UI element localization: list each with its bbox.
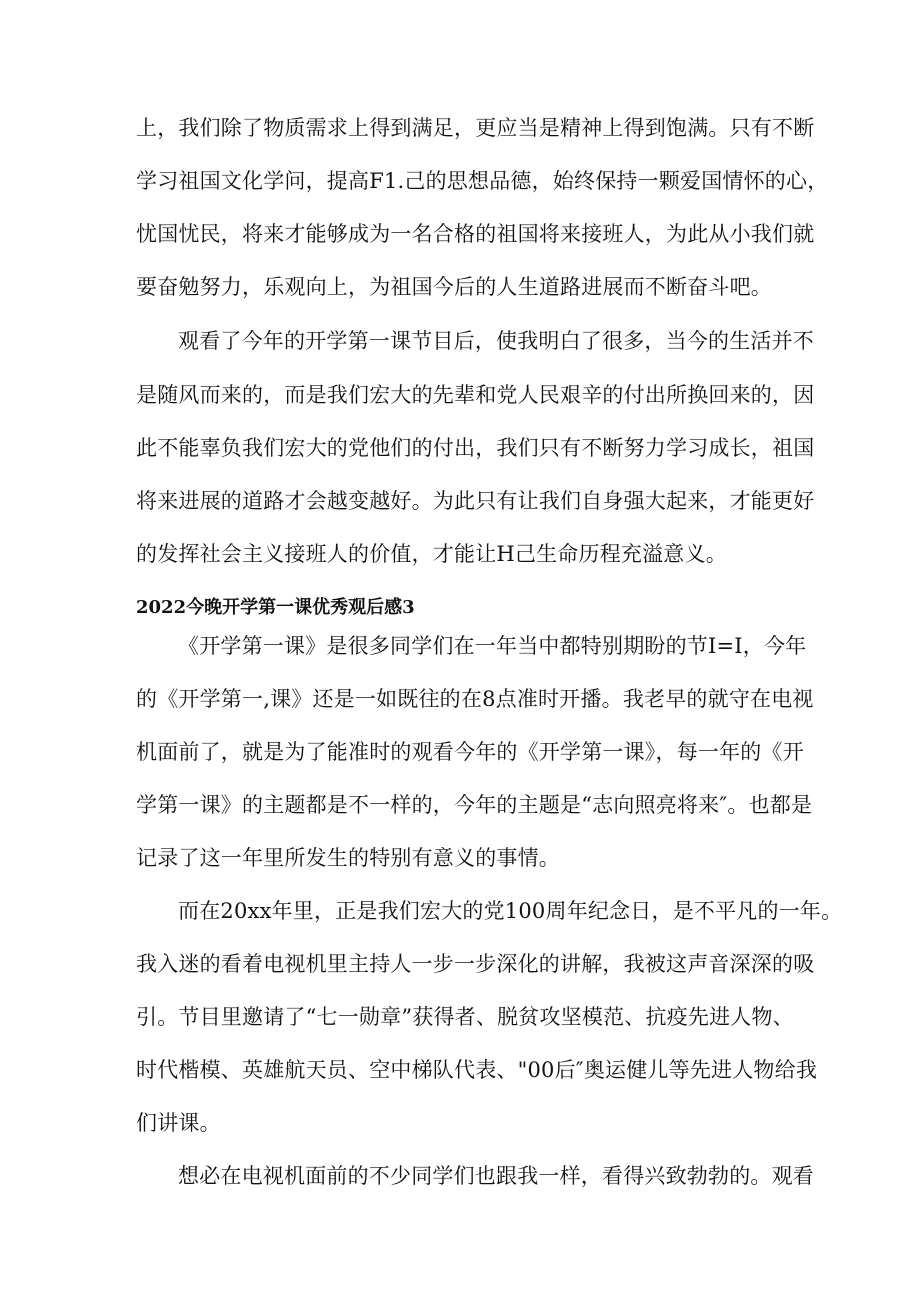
paragraph-line: 是随风而来的，而是我们宏大的先辈和党人民艰辛的付出所换回来的，因: [136, 383, 815, 407]
paragraph-line: 学第一课》的主题都是不一样的，今年的主题是“志向照亮将来″。也都是: [136, 793, 813, 817]
paragraph-line: 们讲课。: [136, 1111, 221, 1135]
paragraph-line: 想必在电视机面前的不少同学们也跟我一样，看得兴致勃勃的。观看: [178, 1164, 814, 1188]
paragraph-line: 忧国忧民，将来才能够成为一名合格的祖国将来接班人，为此从小我们就: [136, 222, 815, 246]
paragraph-line: 此不能辜负我们宏大的党他们的付出，我们只有不断努力学习成长，祖国: [136, 436, 815, 460]
paragraph-line: 的《开学第一,课》还是一如既往的在8点准时开播。我老早的就守在电视: [136, 687, 814, 711]
paragraph-line: 引。节目里邀请了“七一勋章”获得者、脱贫攻坚模范、抗疫先进人物、: [136, 1005, 794, 1029]
paragraph-line: 而在20xx年里，正是我们宏大的党100周年纪念日，是不平凡的一年。: [178, 899, 843, 923]
paragraph-line: 记录了这一年里所发生的特别有意义的事情。: [136, 846, 560, 870]
paragraph-line: 要奋勉努力，乐观向上，为祖国今后的人生道路进展而不断奋斗吧。: [136, 275, 772, 299]
paragraph-line: 机面前了，就是为了能准时的观看今年的《开学第一课》，每一年的《开: [136, 740, 804, 764]
paragraph-line: 我入迷的看着电视机里主持人一步一步深化的讲解，我被这声音深深的吸: [136, 952, 815, 976]
paragraph-line: 观看了今年的开学第一课节目后，使我明白了很多，当今的生活并不: [178, 329, 814, 353]
paragraph-line: 学习祖国文化学问，提高F1.己的思想品德，始终保持一颗爱国情怀的心，: [136, 169, 829, 193]
paragraph-line: 《开学第一课》是很多同学们在一年当中都特别期盼的节I=I，今年: [178, 634, 807, 658]
paragraph-line: 上，我们除了物质需求上得到满足，更应当是精神上得到饱满。只有不断: [136, 116, 815, 140]
paragraph-line: 将来进展的道路才会越变越好。为此只有让我们自身强大起来，才能更好: [136, 489, 815, 513]
paragraph-line: 时代楷模、英雄航天员、空中梯队代表、"00后″奥运健儿等先进人物给我: [136, 1058, 818, 1082]
section-heading: 2022今晚开学第一课优秀观后感3: [136, 597, 415, 618]
paragraph-line: 的发挥社会主义接班人的价值，才能让H己生命历程充溢意义。: [136, 542, 727, 566]
